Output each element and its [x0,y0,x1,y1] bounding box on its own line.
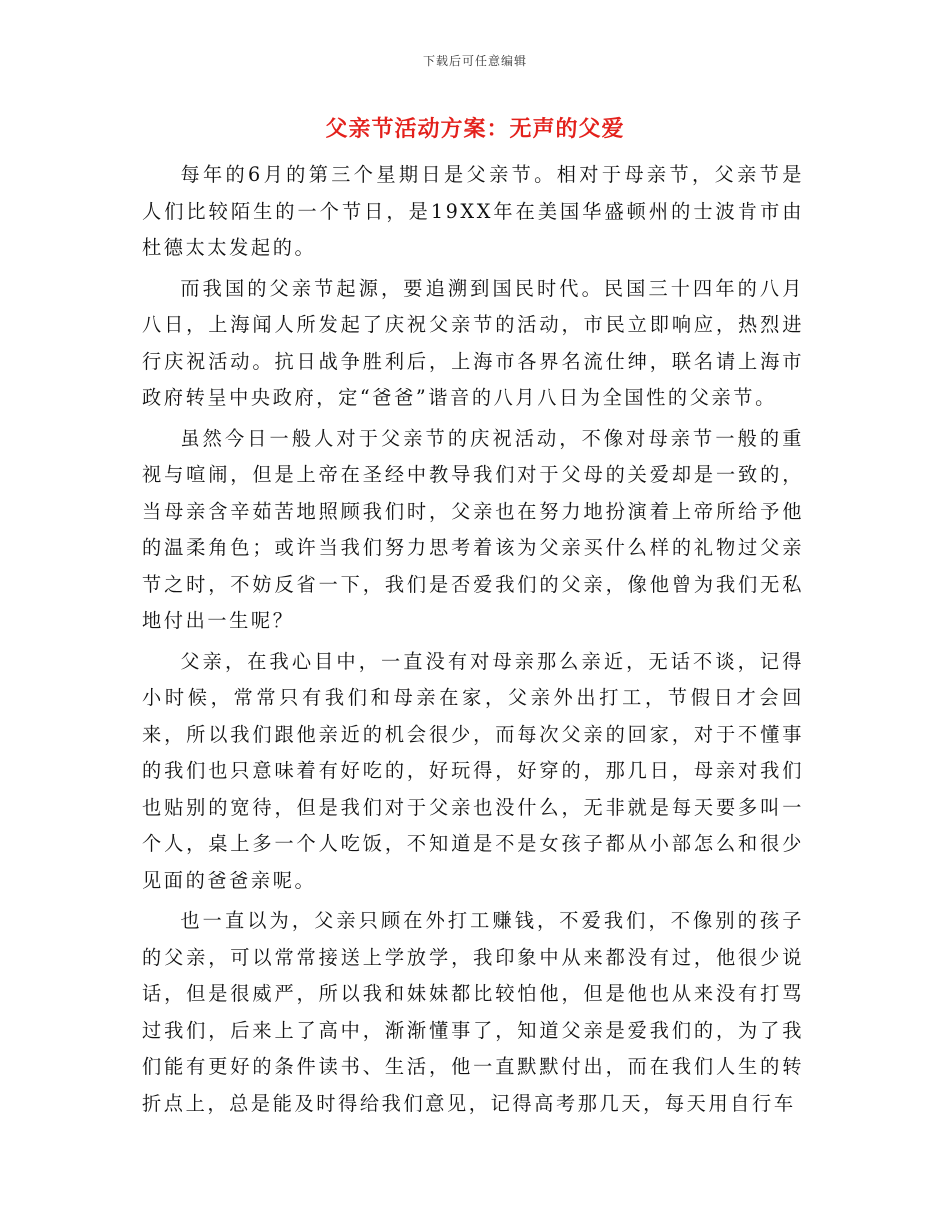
paragraph-4: 父亲，在我心目中，一直没有对母亲那么亲近，无话不谈，记得小时候，常常只有我们和母亲在家，父亲外出打工，节假日才会回来，所以我们跟他亲近的机会很少，而每次父亲的回家，对于不懂事的我们也只意味着有好吃的，好玩得，好穿的，那几日，母亲对我们也贴别的宽待，但是我们对于父亲也没什么，无非就是每天要多叫一个人，桌上多一个人吃饭，不知道是不是女孩子都从小部怎么和很少见面的爸爸亲呢。 [142,649,804,892]
paragraph-5: 也一直以为，父亲只顾在外打工赚钱，不爱我们，不像别的孩子的父亲，可以常常接送上学放学，我印象中从来都没有过，他很少说话，但是很威严，所以我和妹妹都比较怕他，但是他也从来没有打骂过我们，后来上了高中，渐渐懂事了，知道父亲是爱我们的，为了我们能有更好的条件读书、生活，他一直默默付出，而在我们人生的转折点上，总是能及时得给我们意见，记得高考那几天，每天用自行车 [142,909,804,1115]
document-title: 父亲节活动方案：无声的父爱 [325,116,625,142]
header-note: 下载后可任意编辑 [422,54,527,68]
paragraph-1: 每年的6月的第三个星期日是父亲节。相对于母亲节，父亲节是人们比较陌生的一个节日，是19XX年在美国华盛顿州的士波肯市由杜德太太发起的。 [142,163,804,259]
paragraph-3: 虽然今日一般人对于父亲节的庆祝活动，不像对母亲节一般的重视与喧闹，但是上帝在圣经中教导我们对于父母的关爱却是一致的，当母亲含辛茹苦地照顾我们时，父亲也在努力地扮演着上帝所给予他的温柔角色；或许当我们努力思考着该为父亲买什么样的礼物过父亲节之时，不妨反省一下，我们是否爱我们的父亲，像他曾为我们无私地付出一生呢？ [142,426,804,632]
document-body [142,157,804,1126]
paragraph-2: 而我国的父亲节起源，要追溯到国民时代。民国三十四年的八月八日，上海闻人所发起了庆祝父亲节的活动，市民立即响应，热烈进行庆祝活动。抗日战争胜利后，上海市各界名流仕绅，联名请上海市政府转呈中央政府，定“爸爸”谐音的八月八日为全国性的父亲节。 [142,276,804,409]
